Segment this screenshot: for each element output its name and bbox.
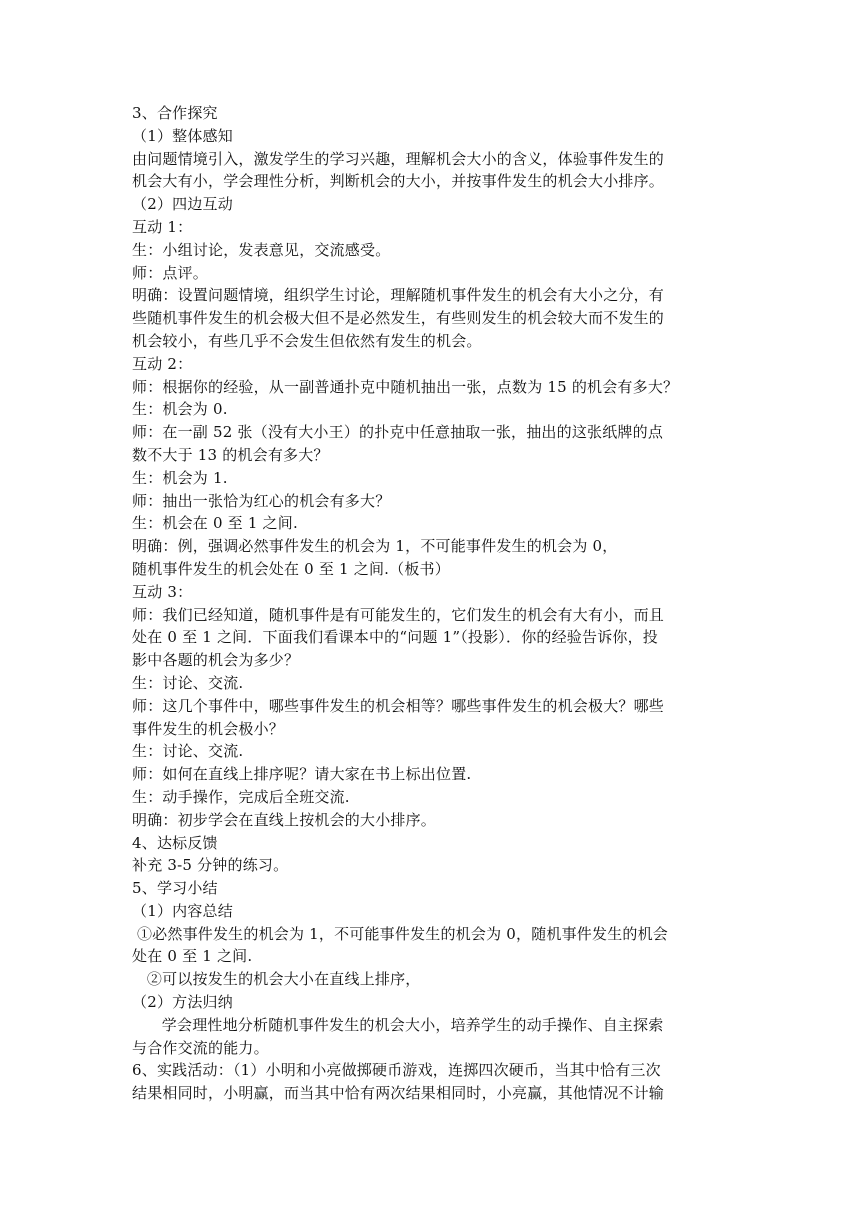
text-line: （2）方法归纳 [132,993,233,1012]
text-line: 师：在一副 52 张（没有大小王）的扑克中任意抽取一张，抽出的这张纸牌的点 [132,423,664,442]
text-line: （1）整体感知 [132,126,233,145]
text-line: 生：机会在 0 至 1 之间. [132,514,298,533]
text-line: 3、合作探究 [132,104,218,122]
text-line: （1）内容总结 [132,901,233,920]
text-line: 影中各题的机会为多少？ [132,651,300,670]
text-line: 生：讨论、交流. [132,742,244,761]
text-line: 明确：设置问题情境，组织学生讨论，理解随机事件发生的机会有大小之分，有 [132,286,665,305]
text-line: 由问题情境引入，激发学生的学习兴趣，理解机会大小的含义，体验事件发生的 [132,149,665,168]
text-line: 师：抽出一张恰为红心的机会有多大？ [132,491,391,510]
text-line: 结果相同时，小明赢，而当其中恰有两次结果相同时，小亮赢，其他情况不计输 [132,1084,665,1103]
text-line: ②可以按发生的机会大小在直线上排序， [132,970,421,989]
text-line: 些随机事件发生的机会极大但不是必然发生，有些则发生的机会较大而不发生的 [132,309,665,328]
text-line: 4、达标反馈 [132,833,218,852]
text-line: 与合作交流的能力。 [132,1038,269,1057]
text-line: 事件发生的机会极小？ [132,719,285,738]
text-line: 生：讨论、交流. [132,673,244,692]
text-line: 生：机会为 1. [132,468,228,487]
text-line: 互动 1： [132,217,193,236]
text-line: 明确：初步学会在直线上按机会的大小排序。 [132,810,437,829]
text-line: 生：机会为 0. [132,400,228,419]
text-line: 生：小组讨论，发表意见，交流感受。 [132,240,391,259]
text-line: 互动 2： [132,354,193,373]
text-line: 师：点评。 [132,263,209,282]
text-line: 师：如何在直线上排序呢？请大家在书上标出位置. [132,765,472,784]
text-line: 师：根据你的经验，从一副普通扑克中随机抽出一张，点数为 15 的机会有多大？ [132,377,679,396]
text-line: 师：我们已经知道，随机事件是有可能发生的，它们发生的机会有大有小，而且 [132,605,665,624]
text-line: （2）四边互动 [132,195,233,214]
text-line: 5、学习小结 [132,879,218,898]
text-line: 数不大于 13 的机会有多大？ [132,445,329,464]
text-line: 明确：例，强调必然事件发生的机会为 1，不可能事件发生的机会为 0， [132,537,618,556]
text-line: 机会大有小，学会理性分析，判断机会的大小，并按事件发生的机会大小排序。 [132,172,665,191]
text-line: 随机事件发生的机会处在 0 至 1 之间.（板书） [132,559,450,578]
document-body [132,102,732,1105]
text-line: 机会较小，有些几乎不会发生但依然有发生的机会。 [132,331,482,350]
text-line: 补充 3-5 分钟的练习。 [132,856,289,875]
text-line: 师：这几个事件中，哪些事件发生的机会相等？哪些事件发生的机会极大？哪些 [132,696,665,715]
text-line: 处在 0 至 1 之间．下面我们看课本中的“问题 1”（投影）．你的经验告诉你，投 [132,628,659,647]
text-line: ①必然事件发生的机会为 1，不可能事件发生的机会为 0，随机事件发生的机会 [132,924,668,943]
text-line: 6、实践活动：（1）小明和小亮做掷硬币游戏，连掷四次硬币，当其中恰有三次 [132,1061,661,1080]
text-line: 学会理性地分析随机事件发生的机会大小，培养学生的动手操作、自主探索 [132,1015,664,1034]
text-line: 互动 3： [132,582,193,601]
text-line: 生：动手操作，完成后全班交流. [132,787,350,806]
text-line: 处在 0 至 1 之间. [132,947,253,966]
